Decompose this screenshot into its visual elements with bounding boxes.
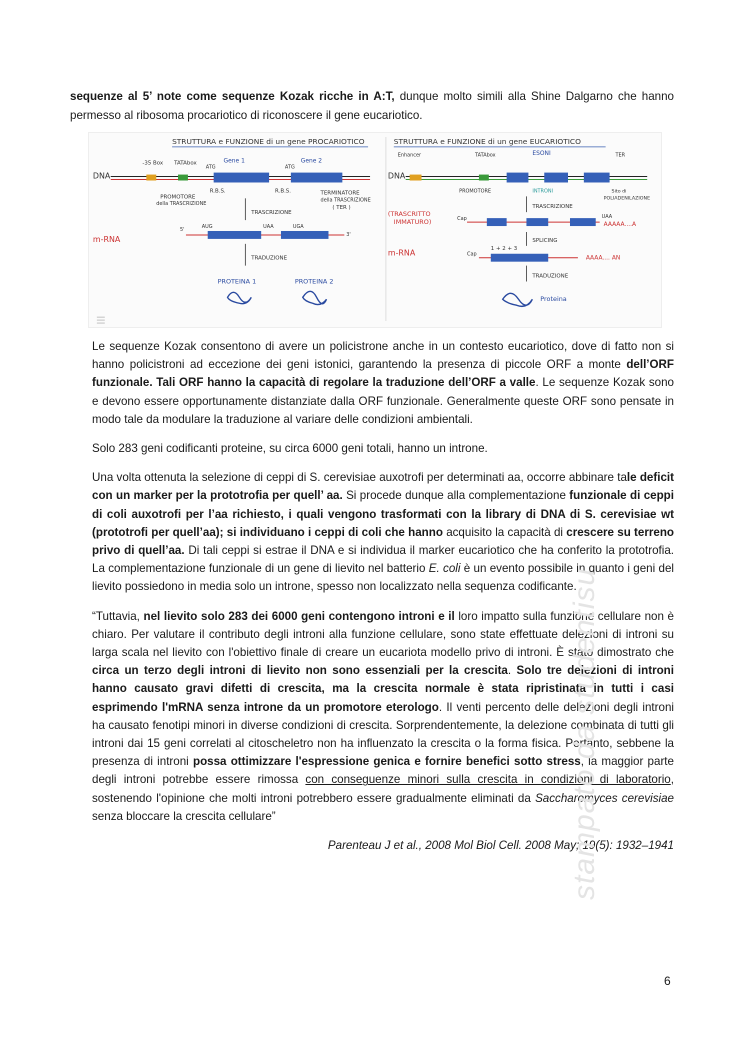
p4-bold-h: possa ottimizzare l'espressione genica e fornire benefici sotto stress	[192, 755, 581, 769]
p3-text-i: è un evento possibile in quanto i geni del lievito possiedono in media solo un introne, spesso non localizzato nella sequenza codificante.	[92, 562, 674, 594]
euk-cap1: Cap	[457, 216, 467, 223]
prok-uaa: UAA	[263, 224, 274, 231]
prok-atg2: ATG	[284, 164, 295, 171]
euk-trascritto: (TRASCRITTO	[387, 210, 431, 219]
p4-text-a: “Tuttavia,	[92, 609, 144, 623]
p4-bold-b: nel lievito solo 283 dei 6000 geni contengono introni e il	[143, 609, 455, 623]
euk-promotore: PROMOTORE	[459, 188, 492, 195]
prok-title: STRUTTURA e FUNZIONE di un gene PROCARIOTICO	[172, 136, 365, 146]
prok-tatabox: TATAbox	[174, 160, 197, 167]
euk-nums: 1 + 2 + 3	[490, 245, 518, 252]
euk-tatabox: TATAbox	[474, 152, 496, 159]
p3-text-g: Di tali ceppi si estrae il DNA e si individua il marker eucariotico che ha conferito la prototrofia. La complementazione funzionale di un gene di lievito nel batterio	[92, 544, 674, 576]
euk-enhancer: Enhancer	[397, 152, 422, 159]
prok-terminatore-sub: della TRASCRIZIONE	[320, 197, 371, 204]
euk-polya2: AAAA.... AN	[585, 254, 621, 262]
prok-terminatore: TERMINATORE	[320, 190, 360, 197]
prok-gene1: Gene 1	[223, 157, 245, 165]
p3-bold-d: funzionale di ceppi di coli auxotrofi per l’aa richiesto, i quali vengono trasformati con la library di DNA di S. cerevisiae wt (prototrofi per quell’aa); si individuano i ceppi di coli che hanno	[92, 489, 674, 539]
p3-bold-f: crescere su terreno privo di quell’aa.	[92, 525, 674, 558]
euk-polya: AAAAA....A	[603, 221, 637, 229]
prok-atg1: ATG	[205, 164, 216, 171]
page-number: 6	[664, 974, 671, 988]
euk-ter: TER	[615, 152, 626, 159]
euk-sito2: POLIADENILAZIONE	[603, 196, 651, 202]
prok-rbs2: R.B.S.	[275, 188, 291, 195]
watermark: stampato da studentisu	[568, 567, 601, 900]
p1-bold: dell’ORF funzionale. Tali ORF hanno la capacità di regolare la traduzione dell’ORF a valle	[92, 358, 674, 390]
p4-text-g: . Il venti percento delle delezioni degli introni ha causato fenotipi minori in diverse condizioni di crescita. Sorprendentemente, la delezione combinata di tutti gli introni dai 15 geni correlati al citoscheletro non ha influenzato la crescita o la forma fisica. Pertanto, sebbene la presenza di introni	[92, 700, 674, 769]
p1-text-a: Le sequenze Kozak consentono di avere un policistrone anche in un contesto eucariotico, dove di fatto non si hanno policistroni ad eccezione dei geni istonici, garantendo la presenza di piccole ORF a monte	[92, 340, 674, 372]
p1-text-c: . Le sequenze Kozak sono e devono essere opportunamente distanziate dalla ORF funzionale. Generalmente queste ORF sono pensate in modo tale da modulare la traduzione al variare delle condizioni ambientali.	[92, 376, 674, 426]
p4-text-i: , la maggior parte degli introni potrebbe essere rimossa	[92, 755, 674, 787]
paragraph-introns-count: Solo 283 geni codificanti proteine, su circa 6000 geni totali, hanno un introne.	[92, 442, 488, 456]
intro-paragraph	[70, 88, 674, 125]
prok-5cap: 5'	[180, 226, 185, 233]
euk-traduzione: TRADUZIONE	[532, 273, 569, 280]
p4-bold-f: Solo tre delezioni di introni hanno causato gravi difetti di crescita, ma la crescita normale è stata ripristinata in tutti i casi esprimendo l'mRNA senza introne da un promotore eterologo	[92, 664, 674, 714]
p4-text-e: .	[507, 664, 517, 678]
prok-mrna-label: m-RNA	[92, 234, 121, 244]
euk-trascrizione: TRASCRIZIONE	[532, 204, 573, 211]
p3-text-e: acquisito la capacità di	[442, 525, 567, 539]
prok-uga: UGA	[292, 224, 304, 231]
protein-blob-2	[303, 291, 327, 304]
prok-35box: -35 Box	[142, 160, 164, 167]
prok-proteina1: PROTEINA 1	[217, 277, 257, 286]
prok-proteina2: PROTEINA 2	[294, 277, 334, 286]
euk-mrna-label: m-RNA	[387, 248, 416, 258]
euk-proteina: Proteina	[540, 295, 567, 304]
prok-traduzione: TRADUZIONE	[251, 255, 288, 262]
euk-introni: INTRONI	[532, 188, 554, 195]
p4-underline: con conseguenze minori sulla crescita in condizioni di laboratorio	[305, 773, 671, 787]
protein-blob-3	[503, 293, 533, 306]
gene-structure-figure	[88, 132, 662, 328]
euk-title: STRUTTURA e FUNZIONE di un gene EUCARIOTICO	[393, 136, 581, 146]
euk-uaa: UAA	[601, 214, 613, 221]
p3-text-c: Si procede dunque alla complementazione	[342, 489, 570, 503]
prok-trascrizione: TRASCRIZIONE	[251, 210, 292, 217]
prok-3cap: 3'	[346, 231, 351, 238]
euk-esoni: ESONI	[532, 149, 551, 157]
prok-dna-label: DNA	[92, 171, 111, 181]
p4-text-m: senza bloccare la crescita cellulare”	[92, 809, 276, 823]
prok-aug: AUG	[201, 224, 213, 231]
citation: Parenteau J et al., 2008 Mol Biol Cell. 2008 May; 19(5): 1932–1941	[327, 839, 674, 853]
euk-dna-label: DNA	[387, 171, 406, 181]
euk-splicing: SPLICING	[532, 237, 558, 244]
prok-promotore-sub: della TRASCRIZIONE	[156, 201, 207, 208]
paragraph-kozak	[92, 338, 674, 429]
prok-rbs1: R.B.S.	[209, 188, 226, 195]
p3-text-a: Una volta ottenuta la selezione di ceppi di S. cerevisiae auxotrofi per determinati aa, occorre abbinare ta	[92, 471, 627, 485]
prok-ter: ( TER )	[332, 205, 351, 212]
euk-cap2: Cap	[467, 251, 477, 258]
p4-species: Saccharomyces cerevisiae	[535, 791, 674, 805]
gene-diagram	[89, 133, 661, 327]
prok-gene2: Gene 2	[300, 157, 323, 165]
p4-text-k: , sostenendo l'opinione che molti introni potrebbero essere gradualmente eliminati da	[92, 773, 674, 805]
p3-ecoli: E. coli	[428, 562, 461, 576]
intro-text: dunque molto simili alla Shine Dalgarno che hanno permesso al ribosoma procariotico di riconoscere il gene eucariotico.	[70, 90, 674, 122]
intro-bold: sequenze al 5’ note come sequenze Kozak ricche in A:T,	[70, 90, 395, 103]
euk-sito: Sito di	[611, 189, 627, 195]
protein-blob-1	[228, 292, 252, 303]
prok-promotore: PROMOTORE	[160, 194, 196, 201]
p4-bold-d: circa un terzo degli introni di lievito non sono essenziali per la crescita	[92, 664, 508, 678]
p3-bold-b: le deficit con un marker per la prototrofia per quell’ aa.	[92, 471, 674, 503]
euk-immaturo: IMMATURO)	[393, 218, 432, 227]
p4-text-c: loro impatto sulla funzione cellulare non è chiaro. Per valutare il contributo degli introni alla funzione cellulare, sono state effettuate delezioni di introni su larga scala nel lievito con l'obiettivo finale di creare un eucariota modello privo di introni. È stato dimostrato che	[92, 609, 674, 660]
